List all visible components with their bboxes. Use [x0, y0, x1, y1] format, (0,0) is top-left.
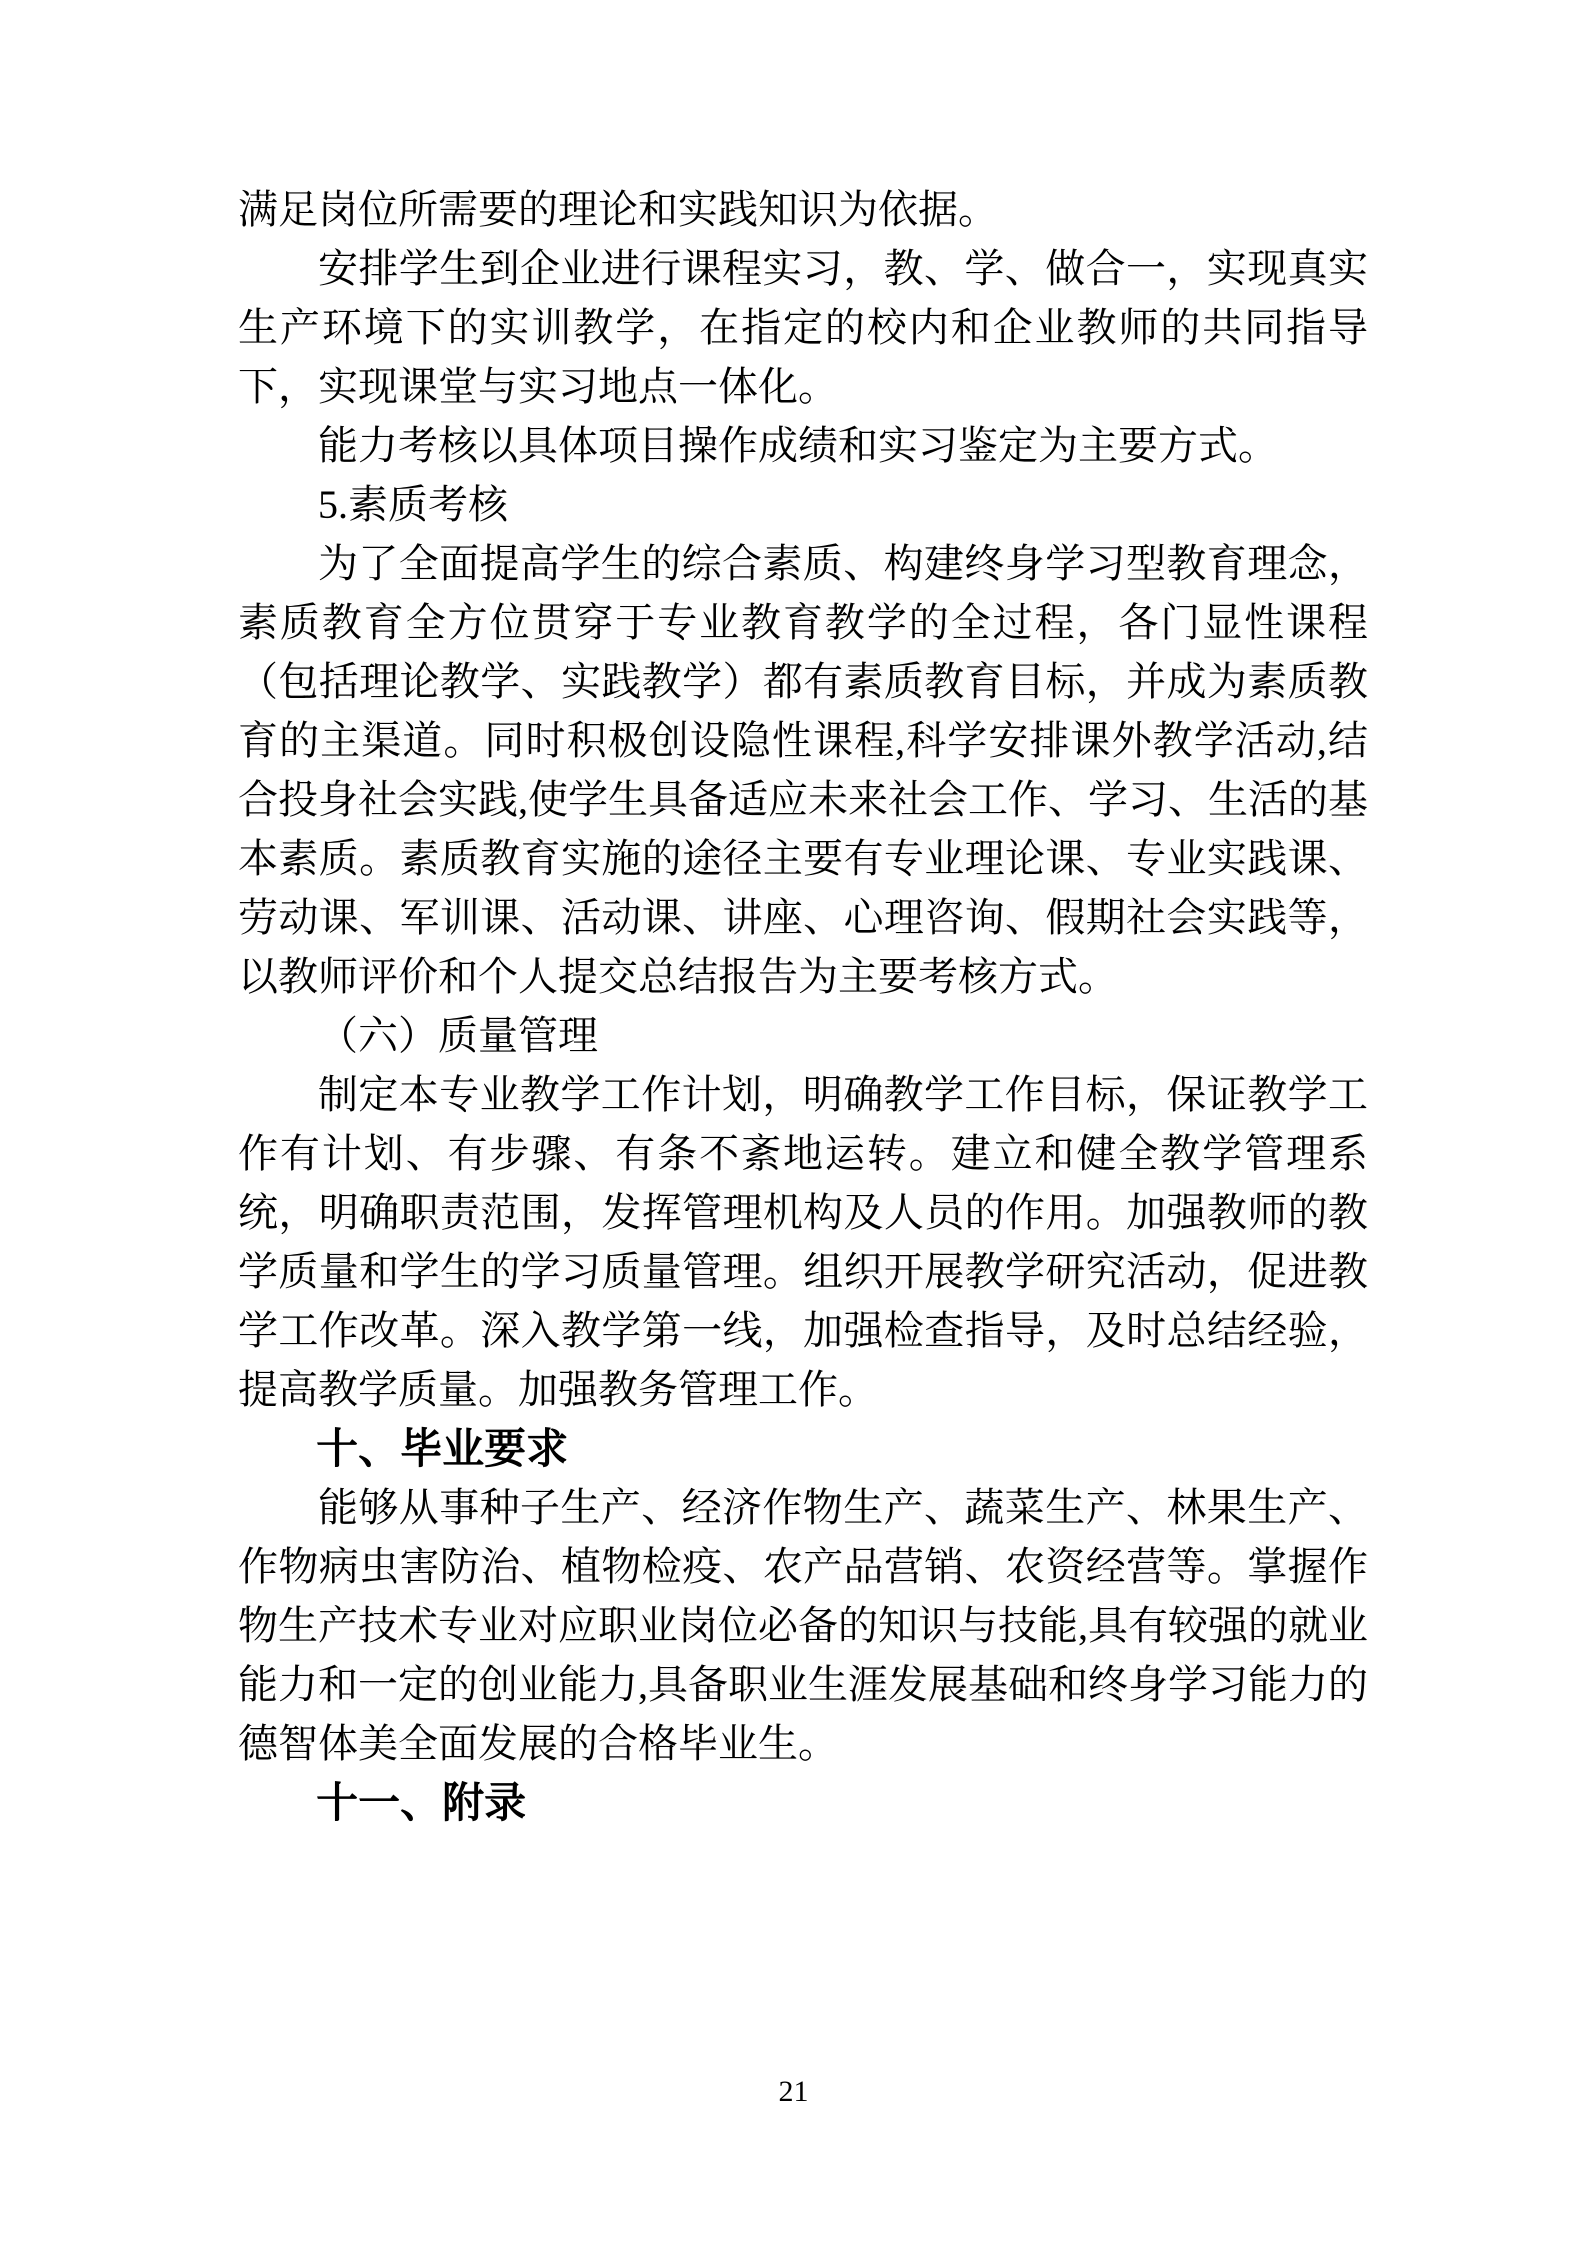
paragraph-quality-education: 为了全面提高学生的综合素质、构建终身学习型教育理念，素质教育全方位贯穿于专业教育教学的全过程，各门显性课程（包括理论教学、实践教学）都有素质教育目标，并成为素质教育的主渠道。同时积极创设隐性课程,科学安排课外教学活动,结合投身社会实践,使学生具备适应未来社会工作、学习、生活的基本素质。素质教育实施的途径主要有专业理论课、专业实践课、劳动课、军训课、活动课、讲座、心理咨询、假期社会实践等，以教师评价和个人提交总结报告为主要考核方式。	[238, 541, 1368, 999]
heading-graduation-requirements: 十、毕业要求	[316, 1425, 569, 1472]
paragraph-quality-assessment-label: 5.素质考核	[318, 482, 508, 527]
paragraph-theory-basis: 满足岗位所需要的理论和实践知识为依据。	[238, 187, 998, 232]
paragraph-ability-assessment: 能力考核以具体项目操作成绩和实习鉴定为主要方式。	[318, 423, 1278, 468]
paragraph-graduation-requirements-detail: 能够从事种子生产、经济作物生产、蔬菜生产、林果生产、作物病虫害防治、植物检疫、农产品营销、农资经营等。掌握作物生产技术专业对应职业岗位必备的知识与技能,具有较强的就业能力和一定的创业能力,具备职业生涯发展基础和终身学习能力的德智体美全面发展的合格毕业生。	[238, 1485, 1368, 1766]
paragraph-course-internship: 安排学生到企业进行课程实习，教、学、做合一，实现真实生产环境下的实训教学，在指定的校内和企业教师的共同指导下，实现课堂与实习地点一体化。	[238, 246, 1368, 409]
heading-appendix: 十一、附录	[316, 1779, 527, 1826]
document-body	[238, 180, 1368, 1832]
page-number: 21	[778, 2075, 809, 2108]
paragraph-section-quality-management: （六）质量管理	[318, 1013, 598, 1058]
paragraph-quality-management-detail: 制定本专业教学工作计划，明确教学工作目标，保证教学工作有计划、有步骤、有条不紊地运转。建立和健全教学管理系统，明确职责范围，发挥管理机构及人员的作用。加强教师的教学质量和学生的学习质量管理。组织开展教学研究活动，促进教学工作改革。深入教学第一线，加强检查指导，及时总结经验，提高教学质量。加强教务管理工作。	[238, 1072, 1368, 1412]
